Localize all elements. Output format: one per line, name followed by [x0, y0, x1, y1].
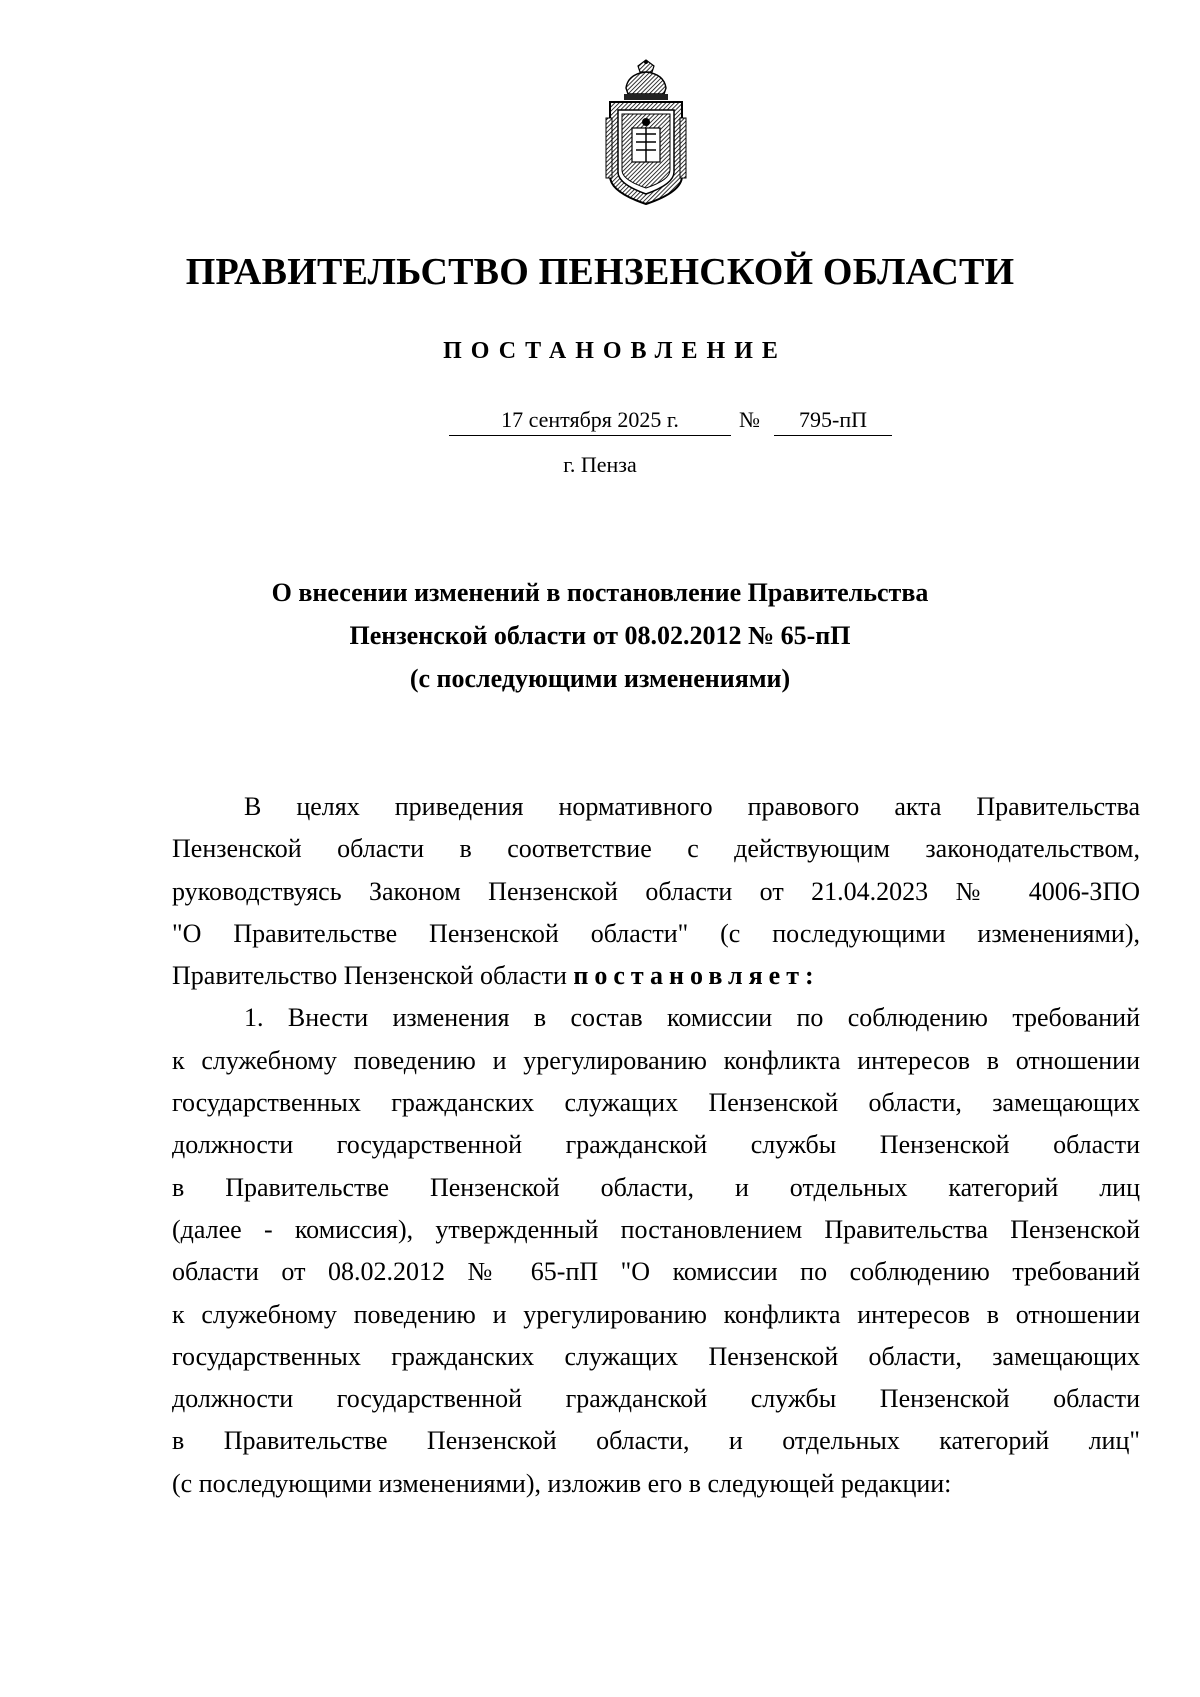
- body-line: области от 08.02.2012 № 65-пП "О комиссии по соблюдению требований: [172, 1257, 1140, 1287]
- title-line: Пензенской области от 08.02.2012 № 65-пП: [349, 621, 851, 650]
- body-line: государственных гражданских служащих Пензенской области, замещающих: [172, 1088, 1140, 1118]
- decree-word: постановляет:: [573, 961, 820, 991]
- body-line: государственных гражданских служащих Пензенской области, замещающих: [172, 1341, 1140, 1371]
- body-line: должности государственной гражданской службы Пензенской области: [172, 1384, 1140, 1414]
- body-text: Правительство Пензенской области: [172, 961, 567, 991]
- document-type: ПОСТАНОВЛЕНИЕ: [443, 338, 787, 364]
- title-line: (с последующими изменениями): [409, 664, 791, 693]
- title-line: О внесении изменений в постановление Правительства: [271, 578, 929, 607]
- body-line: Пензенской области в соответствие с действующим законодательством,: [172, 834, 1140, 864]
- document-number: 795-пП: [774, 405, 892, 436]
- body-line: 1. Внести изменения в состав комиссии по соблюдению требований: [244, 1003, 1140, 1033]
- city: г. Пенза: [563, 452, 637, 477]
- body-line: должности государственной гражданской службы Пензенской области: [172, 1130, 1140, 1160]
- number-sign: №: [739, 407, 760, 432]
- coat-of-arms-icon: [604, 58, 688, 208]
- body-line: к служебному поведению и урегулированию конфликта интересов в отношении: [172, 1045, 1140, 1075]
- document-date: 17 сентября 2025 г.: [449, 405, 731, 436]
- body-line: в Правительстве Пензенской области, и отдельных категорий лиц: [172, 1172, 1140, 1202]
- body-line: в Правительстве Пензенской области, и отдельных категорий лиц": [172, 1426, 1140, 1456]
- body-line: (с последующими изменениями), изложив его в следующей редакции:: [172, 1468, 952, 1498]
- body-line: (далее - комиссия), утвержденный постановлением Правительства Пензенской: [172, 1214, 1140, 1244]
- body-line: к служебному поведению и урегулированию конфликта интересов в отношении: [172, 1299, 1140, 1329]
- document-title: [0, 571, 1200, 700]
- body-line: "О Правительстве Пензенской области" (с последующими изменениями),: [172, 918, 1140, 948]
- body-line: руководствуясь Законом Пензенской области от 21.04.2023 № 4006-ЗПО: [172, 876, 1140, 906]
- body-line: [172, 955, 1140, 997]
- body-line: В целях приведения нормативного правового акта Правительства: [244, 792, 1140, 821]
- document-body: [172, 786, 1140, 1505]
- organization-name: ПРАВИТЕЛЬСТВО ПЕНЗЕНСКОЙ ОБЛАСТИ: [185, 251, 1015, 293]
